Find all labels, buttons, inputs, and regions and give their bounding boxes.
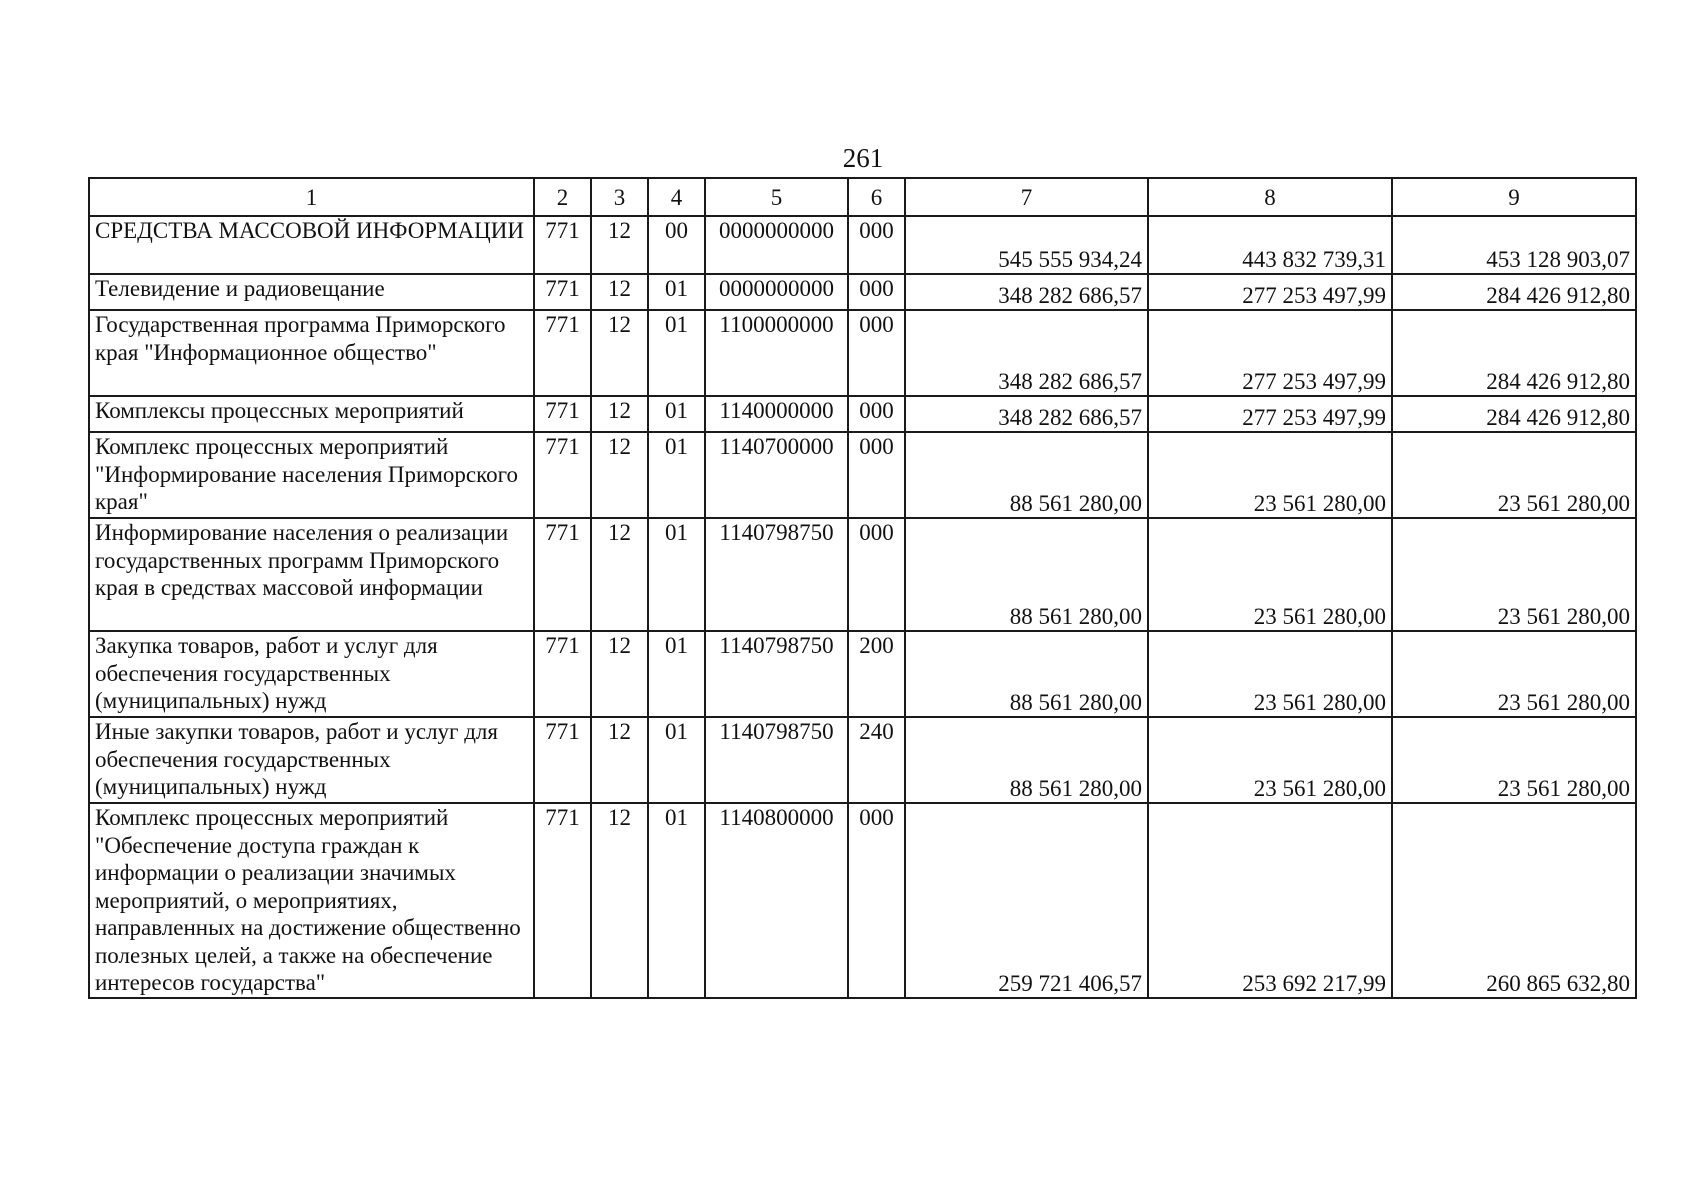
cell-col-6: 000: [848, 803, 905, 998]
row-name: Информирование населения о реализации государственных программ Приморского края в средствах массовой информации: [89, 518, 534, 631]
table-row: [89, 432, 1636, 518]
amount-col-9: 284 426 912,80: [1392, 274, 1636, 310]
cell-col-6: 000: [848, 396, 905, 432]
amount-col-7: 88 561 280,00: [905, 518, 1148, 631]
amount-col-7: 348 282 686,57: [905, 274, 1148, 310]
cell-col-4: 00: [648, 216, 705, 274]
cell-col-2: 771: [534, 216, 591, 274]
table-row: [89, 631, 1636, 717]
cell-col-2: 771: [534, 631, 591, 717]
row-name: Закупка товаров, работ и услуг для обеспечения государственных (муниципальных) нужд: [89, 631, 534, 717]
amount-col-8: 277 253 497,99: [1148, 310, 1392, 396]
amount-col-9: 284 426 912,80: [1392, 396, 1636, 432]
amount-col-7: 88 561 280,00: [905, 631, 1148, 717]
cell-col-5: 1140800000: [705, 803, 848, 998]
cell-col-6: 000: [848, 432, 905, 518]
table-row: [89, 310, 1636, 396]
row-name: Телевидение и радиовещание: [89, 274, 534, 310]
cell-col-6: 000: [848, 216, 905, 274]
cell-col-2: 771: [534, 396, 591, 432]
table-row: [89, 803, 1636, 998]
row-name: Комплексы процессных мероприятий: [89, 396, 534, 432]
amount-col-7: 348 282 686,57: [905, 396, 1148, 432]
cell-col-2: 771: [534, 717, 591, 803]
amount-col-8: 277 253 497,99: [1148, 396, 1392, 432]
amount-col-9: 23 561 280,00: [1392, 518, 1636, 631]
cell-col-3: 12: [591, 803, 648, 998]
amount-col-8: 23 561 280,00: [1148, 717, 1392, 803]
amount-col-7: 545 555 934,24: [905, 216, 1148, 274]
cell-col-3: 12: [591, 518, 648, 631]
amount-col-9: 453 128 903,07: [1392, 216, 1636, 274]
cell-col-4: 01: [648, 518, 705, 631]
cell-col-6: 000: [848, 310, 905, 396]
table-row: [89, 216, 1636, 274]
amount-col-8: 23 561 280,00: [1148, 631, 1392, 717]
cell-col-2: 771: [534, 518, 591, 631]
budget-table: [88, 177, 1637, 999]
amount-col-9: 284 426 912,80: [1392, 310, 1636, 396]
cell-col-5: 1140798750: [705, 717, 848, 803]
table-row: [89, 396, 1636, 432]
table-row: [89, 274, 1636, 310]
cell-col-4: 01: [648, 631, 705, 717]
amount-col-7: 88 561 280,00: [905, 717, 1148, 803]
cell-col-4: 01: [648, 310, 705, 396]
cell-col-6: 200: [848, 631, 905, 717]
amount-col-7: 348 282 686,57: [905, 310, 1148, 396]
cell-col-4: 01: [648, 396, 705, 432]
amount-col-8: 253 692 217,99: [1148, 803, 1392, 998]
amount-col-9: 23 561 280,00: [1392, 631, 1636, 717]
amount-col-7: 88 561 280,00: [905, 432, 1148, 518]
cell-col-5: 1140700000: [705, 432, 848, 518]
row-name: Государственная программа Приморского края "Информационное общество": [89, 310, 534, 396]
header-row: [89, 178, 1636, 216]
column-header: 4: [648, 178, 705, 216]
cell-col-6: 000: [848, 518, 905, 631]
column-header: 6: [848, 178, 905, 216]
cell-col-4: 01: [648, 803, 705, 998]
page-number: 261: [842, 143, 884, 173]
table-row: [89, 717, 1636, 803]
cell-col-3: 12: [591, 631, 648, 717]
amount-col-8: 277 253 497,99: [1148, 274, 1392, 310]
cell-col-2: 771: [534, 274, 591, 310]
amount-col-7: 259 721 406,57: [905, 803, 1148, 998]
cell-col-2: 771: [534, 432, 591, 518]
column-header: 9: [1392, 178, 1636, 216]
cell-col-2: 771: [534, 310, 591, 396]
cell-col-5: 1140798750: [705, 518, 848, 631]
column-header: 8: [1148, 178, 1392, 216]
column-header: 5: [705, 178, 848, 216]
cell-col-5: 0000000000: [705, 216, 848, 274]
cell-col-5: 1140798750: [705, 631, 848, 717]
cell-col-5: 0000000000: [705, 274, 848, 310]
amount-col-9: 23 561 280,00: [1392, 432, 1636, 518]
amount-col-8: 23 561 280,00: [1148, 518, 1392, 631]
cell-col-4: 01: [648, 717, 705, 803]
row-name: Комплекс процессных мероприятий "Информирование населения Приморского края": [89, 432, 534, 518]
amount-col-9: 23 561 280,00: [1392, 717, 1636, 803]
row-name: Иные закупки товаров, работ и услуг для обеспечения государственных (муниципальных) нужд: [89, 717, 534, 803]
column-header: 7: [905, 178, 1148, 216]
cell-col-6: 000: [848, 274, 905, 310]
cell-col-3: 12: [591, 396, 648, 432]
column-header: 1: [89, 178, 534, 216]
table-row: [89, 518, 1636, 631]
cell-col-6: 240: [848, 717, 905, 803]
cell-col-3: 12: [591, 310, 648, 396]
row-name: Комплекс процессных мероприятий "Обеспечение доступа граждан к информации о реализации значимых мероприятий, о мероприятиях, направленных на достижение общественно полезных целей, а также на обеспечение интересов государства": [89, 803, 534, 998]
amount-col-9: 260 865 632,80: [1392, 803, 1636, 998]
cell-col-3: 12: [591, 432, 648, 518]
cell-col-3: 12: [591, 216, 648, 274]
cell-col-5: 1100000000: [705, 310, 848, 396]
cell-col-5: 1140000000: [705, 396, 848, 432]
column-header: 2: [534, 178, 591, 216]
cell-col-4: 01: [648, 274, 705, 310]
amount-col-8: 443 832 739,31: [1148, 216, 1392, 274]
cell-col-3: 12: [591, 717, 648, 803]
row-name: СРЕДСТВА МАССОВОЙ ИНФОРМАЦИИ: [89, 216, 534, 274]
cell-col-3: 12: [591, 274, 648, 310]
amount-col-8: 23 561 280,00: [1148, 432, 1392, 518]
cell-col-2: 771: [534, 803, 591, 998]
cell-col-4: 01: [648, 432, 705, 518]
column-header: 3: [591, 178, 648, 216]
